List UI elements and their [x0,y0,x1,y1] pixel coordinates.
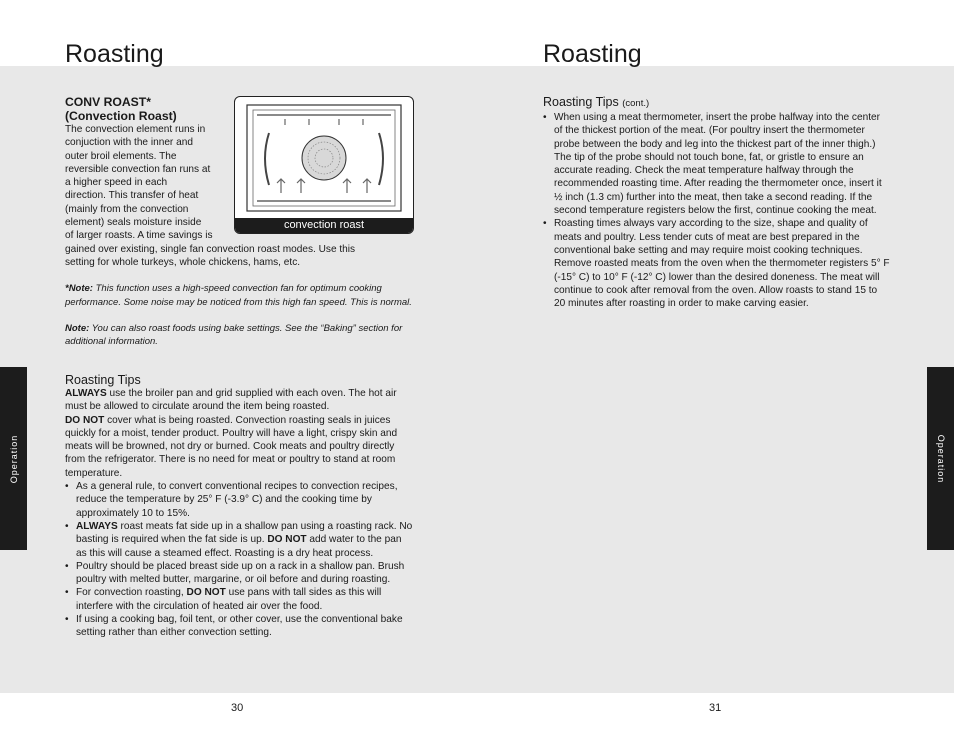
list-item: • Poultry should be placed breast side up on a rack in a shallow pan. Brush poultry with melted butter, margarine, or oil before and during roasting. [65,560,413,587]
conv-roast-line-2: outer broil elements. The [65,150,177,162]
tip-text: For convection roasting, [76,587,187,599]
bake-note-text: You can also roast foods using bake settings. See the “Baking” section for additional information. [65,322,403,348]
left-page-title: Roasting [65,40,164,68]
oven-interior-illustration [235,97,413,218]
conv-roast-line-5: direction. This transfer of heat [65,190,199,202]
list-item: • Roasting times always vary according to the size, shape and quality of meats and poultry. Less tender cuts of meat are best prepared in the conventional bake setting and may require moist cooking techniques. Remove roasted meats from the oven when the thermometer registers 5° F (-15° C) to 10° F (-12° C) lower than the desired doneness. The meat will continue to cook after removal from the oven. Allow roasts to stand 15 to 20 minutes after roasting in order to make carving easier. [543,217,891,310]
list-item [65,586,413,613]
conv-roast-line-9: gained over existing, single fan convection roast modes. Use this [65,243,356,255]
right-page-number: 31 [709,702,722,714]
roasting-tips-heading: Roasting Tips [65,373,141,387]
conv-roast-heading-1: CONV ROAST* [65,95,151,109]
right-page-title: Roasting [543,40,642,68]
fan-note-text: This function uses a high-speed convection fan for optimum cooking performance. Some noise may be noticed from this high fan speed. This is normal. [65,283,412,308]
bake-note [65,322,415,349]
conv-roast-line-4: a higher speed in each [65,177,168,189]
fan-note-label: *Note: [65,283,93,295]
conv-roast-line-0: The convection element runs in [65,124,206,135]
fan-note [65,282,415,309]
tip-text: add water to the pan as this will cause a steamed effect. Roasting is a dry heat process. [76,534,402,559]
roasting-tips-cont-section [543,95,891,310]
side-tab-label: Operation [935,434,946,483]
figure-caption: convection roast [235,218,413,233]
heading-suffix: (cont.) [622,98,650,109]
heading-text: Roasting Tips [543,95,619,109]
tip-text: roast meats fat side up in a shallow pan using a roasting rack. No basting is required when the fat side is up. [76,520,413,546]
do-not-label: DO NOT [186,587,226,599]
bake-note-label: Note: [65,322,90,334]
conv-roast-line-3: reversible convection fan runs at [65,163,211,175]
side-tab-label: Operation [8,434,19,483]
conv-roast-line-1: conjuction with the inner and [65,137,193,149]
left-side-tab [0,367,27,550]
roasting-tips-list [65,480,413,640]
right-side-tab [927,367,954,550]
conv-roast-line-7: element) seals moisture inside [65,217,202,229]
roasting-tips-cont-heading [543,95,891,111]
list-item: • If using a cooking bag, foil tent, or other cover, use the conventional bake setting rather than either convection setting. [65,613,413,640]
conv-roast-line-10: setting for whole turkeys, whole chickens, hams, etc. [65,256,301,268]
do-not-label: DO NOT [267,534,307,546]
always-label: ALWAYS [76,520,118,532]
convection-roast-figure [234,96,414,234]
tip-do-not-cover [65,414,413,480]
list-item [65,520,413,560]
left-page-number: 30 [231,702,244,714]
list-item: • As a general rule, to convert conventional recipes to convection recipes, reduce the temperature by 25° F (-3.9° C) and the cooking time by approximately 10 to 15%. [65,480,413,520]
conv-roast-heading-2: (Convection Roast) [65,108,177,123]
roasting-tips-section [65,373,413,640]
tip-text: cover what is being roasted. Convection roasting seals in juices quickly for a moist, tender product. Poultry will have a light, crispy skin and meats will be browned, not dry or burned. Cook meats and poultry directly from the refrigerator. There is no need for meat or poultry to stand at room temperature. [65,414,398,479]
tip-text: use pans with tall sides as this will interfere with the circulation of heated air over the food. [76,587,382,612]
conv-roast-line-6: (mainly from the convection [65,203,189,215]
list-item: • When using a meat thermometer, insert the probe halfway into the center of the thickest portion of the meat. (For poultry insert the thermometer probe between the body and leg into the thickest part of the inner thigh.) The tip of the probe should not touch bone, fat, or gristle to ensure an accurate reading. Check the meat temperature halfway through the recommended roasting time. After reading the thermometer once, insert it ½ inch (1.3 cm) further into the meat, then take a second reading. If the second temperature registers below the first, continue cooking the meat. [543,111,891,217]
tip-text: use the broiler pan and grid supplied with each oven. The hot air must be allowed to circulate around the item being roasted. [65,388,397,413]
tip-always-broiler [65,387,413,414]
always-label: ALWAYS [65,388,107,399]
roasting-tips-cont-list [543,111,891,310]
conv-roast-line-8: of larger roasts. A time savings is [65,230,213,242]
do-not-label: DO NOT [65,414,105,426]
